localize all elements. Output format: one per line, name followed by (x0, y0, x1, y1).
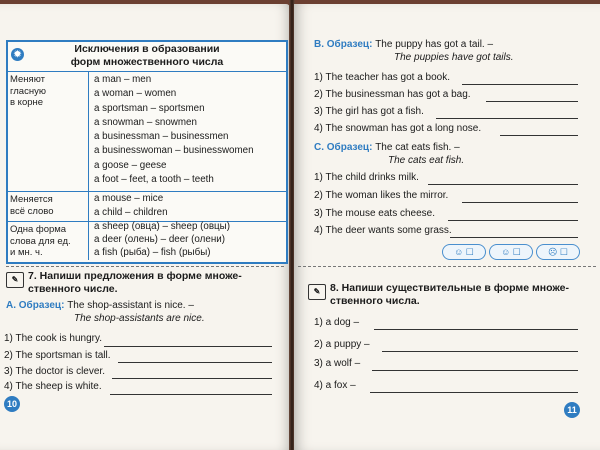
sectionC-sample: C. Образец: The cat eats fish. – The cats eat fish. (314, 142, 465, 166)
task7-item-4: 4) The sheep is white. (4, 381, 102, 392)
sad-face-checkbox[interactable]: ☹ ☐ (536, 244, 580, 260)
pencil-task-icon: ✎ (308, 284, 326, 300)
answer-line[interactable] (436, 118, 578, 119)
answer-line[interactable] (372, 370, 578, 371)
task7-item-1: 1) The cook is hungry. (4, 333, 103, 344)
happy-face-checkbox[interactable]: ☺ ☐ (442, 244, 486, 260)
sectionC-item-2: 2) The woman likes the mirror. (314, 190, 449, 201)
task8-title: 8. Напиши существительные в форме множе- ственного числа. (330, 282, 569, 307)
row-items: a man – men a woman – women a sportsman – sportsmen a snowman – snowmen a businessman – businessmen a businesswoman – businesswomen a goose – geese a foot – feet, a tooth – teeth (94, 74, 254, 186)
task7-sample: А. Образец: The shop-assistant is nice. – The shop-assistants are nice. (6, 300, 205, 324)
table-title-line1: Исключения в образовании (74, 43, 220, 55)
smiley-faces-icon (442, 244, 580, 260)
answer-line[interactable] (486, 101, 578, 102)
page-number-left: 10 (4, 396, 20, 412)
pencil-task-icon: ✎ (6, 272, 24, 288)
task8-item-1: 1) a dog – (314, 317, 360, 328)
answer-line[interactable] (382, 351, 578, 352)
answer-line[interactable] (110, 394, 272, 395)
sectionC-item-1: 1) The child drinks milk. (314, 172, 419, 183)
answer-line[interactable] (448, 220, 578, 221)
answer-line[interactable] (370, 392, 578, 393)
task7-item-3: 3) The doctor is clever. (4, 366, 105, 377)
sectionB-sample: B. Образец: The puppy has got a tail. – The puppies have got tails. (314, 39, 514, 63)
exceptions-table (6, 40, 288, 264)
answer-line[interactable] (104, 346, 272, 347)
task8-item-4: 4) a fox – (314, 380, 356, 391)
sectionC-item-3: 3) The mouse eats cheese. (314, 208, 435, 219)
answer-line[interactable] (462, 202, 578, 203)
sectionB-item-4: 4) The snowman has got a long nose. (314, 123, 482, 134)
task7-item-2: 2) The sportsman is tall. (4, 350, 111, 361)
task8-item-3: 3) a wolf – (314, 358, 361, 369)
task8-item-2: 2) a puppy – (314, 339, 370, 350)
section-divider (298, 266, 596, 267)
sectionB-item-1: 1) The teacher has got a book. (314, 72, 451, 83)
sectionB-item-2: 2) The businessman has got a bag. (314, 89, 471, 100)
section-divider (6, 266, 284, 267)
left-page (0, 4, 290, 450)
task7-title: 7. Напиши предложения в форме множе- ственного числе. (28, 270, 242, 295)
row-items: a mouse – mice a child – children (94, 193, 168, 219)
row-category: Меняется всё слово (10, 194, 54, 217)
answer-line[interactable] (450, 237, 578, 238)
exceptions-table-header (8, 42, 286, 72)
row-items: a sheep (овца) – sheep (овцы) a deer (олень) – deer (олени) a fish (рыба) – fish (рыбы) (94, 221, 230, 258)
table-title-line2: форм множественного числа (70, 56, 224, 68)
answer-line[interactable] (428, 184, 578, 185)
answer-line[interactable] (112, 378, 272, 379)
sectionC-item-4: 4) The deer wants some grass. (314, 225, 452, 236)
answer-line[interactable] (462, 84, 578, 85)
table-row-same-form (8, 222, 286, 260)
row-category: Меняют гласную в корне (10, 74, 46, 108)
sun-icon: ✹ (11, 48, 24, 61)
neutral-face-checkbox[interactable]: ☺ ☐ (489, 244, 533, 260)
answer-line[interactable] (118, 362, 272, 363)
page-number-right: 11 (564, 402, 580, 418)
answer-line[interactable] (374, 329, 578, 330)
answer-line[interactable] (500, 135, 578, 136)
table-row-word-change (8, 192, 286, 222)
table-row-vowel-change (8, 71, 286, 192)
right-page (294, 4, 600, 450)
row-category: Одна форма слова для ед. и мн. ч. (10, 224, 71, 258)
sectionB-item-3: 3) The girl has got a fish. (314, 106, 424, 117)
